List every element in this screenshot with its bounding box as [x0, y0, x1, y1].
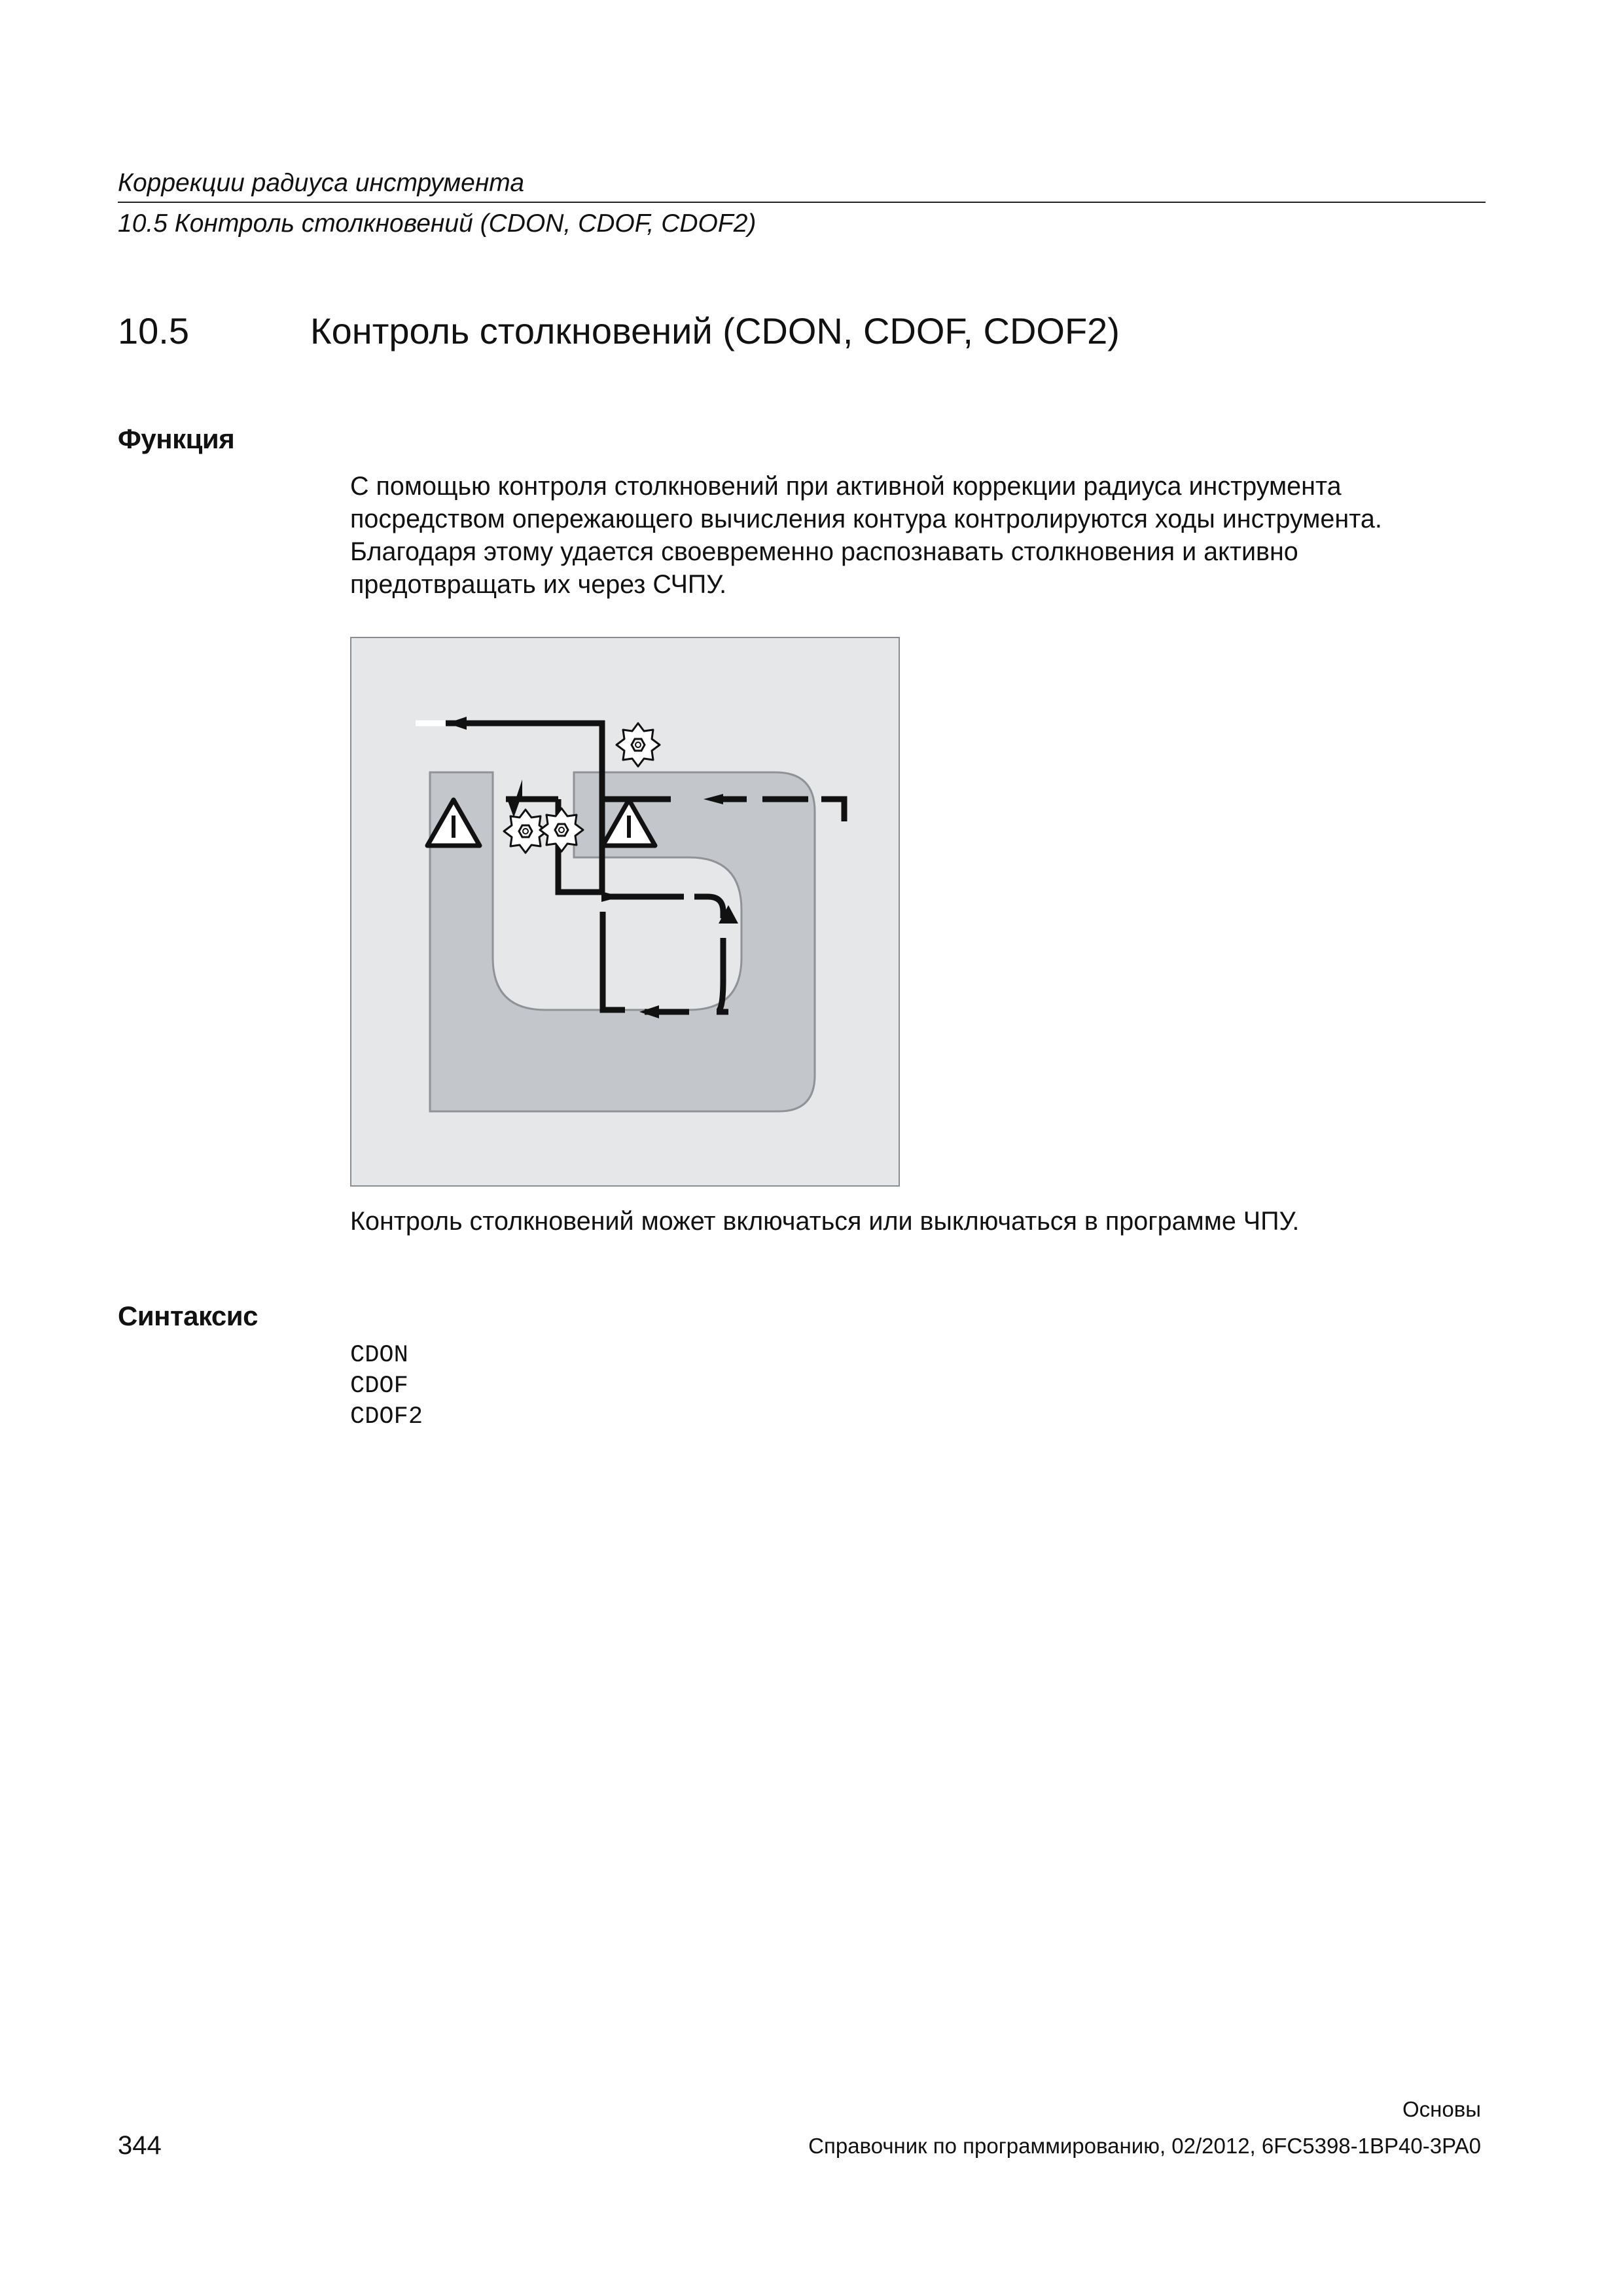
footer-document-title: Основы: [1402, 2097, 1481, 2121]
syntax-command: CDOF: [350, 1372, 408, 1400]
milling-cutter-icon: [616, 723, 660, 766]
footer-reference: Справочник по программированию, 02/2012, 6FC5398-1BP40-3PA0: [808, 2134, 1481, 2158]
syntax-command: CDOF2: [350, 1403, 423, 1431]
header-rule: [118, 202, 1486, 203]
figure-caption: Контроль столкновений может включаться или выключаться в программе ЧПУ.: [350, 1207, 1300, 1236]
function-text-line: С помощью контроля столкновений при активной коррекции радиуса инструмента: [350, 472, 1342, 501]
section-number: 10.5: [118, 310, 189, 351]
function-text-line: Благодаря этому удается своевременно распознавать столкновения и активно: [350, 537, 1298, 566]
page-number: 344: [118, 2131, 162, 2160]
collision-monitoring-figure: [350, 637, 900, 1187]
function-text-line: посредством опережающего вычисления контура контролируются ходы инструмента.: [350, 505, 1382, 533]
milling-cutter-icon: [540, 808, 583, 852]
section-title: Контроль столкновений (CDON, CDOF, CDOF2): [310, 310, 1120, 351]
running-header-chapter: Коррекции радиуса инструмента: [118, 169, 525, 197]
function-text-line: предотвращать их через СЧПУ.: [350, 570, 727, 599]
running-header-section: 10.5 Контроль столкновений (CDON, CDOF, CDOF2): [118, 209, 757, 238]
syntax-command: CDON: [350, 1342, 408, 1369]
function-heading: Функция: [118, 423, 235, 454]
syntax-heading: Синтаксис: [118, 1300, 258, 1331]
